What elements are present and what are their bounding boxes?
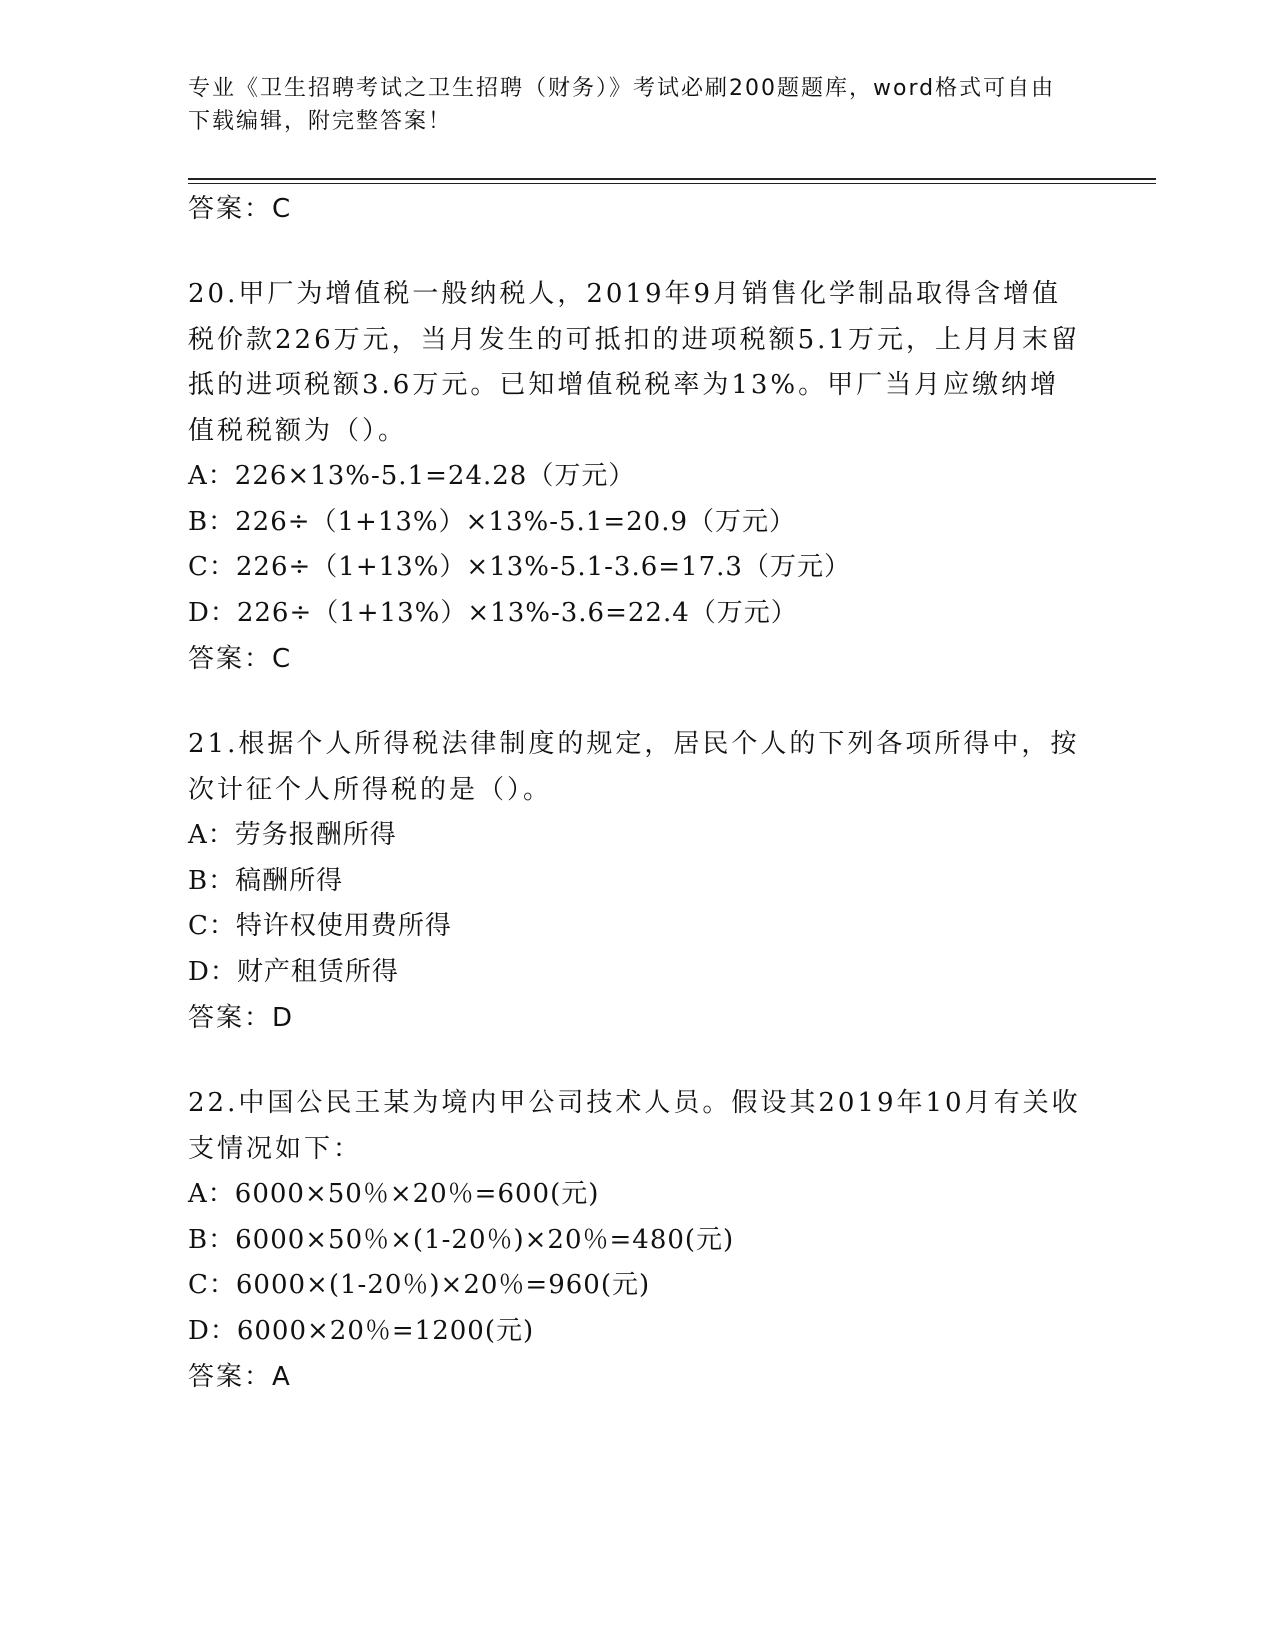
option-d: D：6000×20％=1200(元) bbox=[188, 1315, 535, 1346]
section-gap bbox=[188, 1041, 1088, 1081]
option-c: C：特许权使用费所得 bbox=[188, 911, 452, 941]
option-c: C：226÷（1+13%）×13%-5.1-3.6=17.3（万元） bbox=[188, 552, 851, 582]
question-block bbox=[188, 272, 1088, 682]
option-a: A：劳务报酬所得 bbox=[188, 820, 397, 850]
option-b: B：稿酬所得 bbox=[188, 865, 344, 896]
option-a: A：226×13%-5.1=24.28（万元） bbox=[188, 461, 636, 491]
section-gap bbox=[188, 682, 1088, 722]
option-d: D：财产租赁所得 bbox=[188, 956, 399, 987]
header-rule-thin bbox=[188, 183, 1156, 184]
section-gap bbox=[188, 232, 1088, 272]
answer-line: 答案：C bbox=[188, 644, 293, 674]
answer-line: 答案：A bbox=[188, 1362, 292, 1392]
content-area bbox=[188, 186, 1088, 1400]
answer-line: 答案：C bbox=[188, 194, 293, 224]
question-stem: 20.甲厂为增值税一般纳税人，2019年9月销售化学制品取得含增值税价款226万元，当月发生的可抵扣的进项税额5.1万元，上月月末留抵的进项税额3.6万元。已知增值税税率为13%。甲厂当月应缴纳增值税税额为（）。 bbox=[188, 279, 1080, 446]
answer-line: 答案：D bbox=[188, 1003, 295, 1033]
option-b: B：6000×50％×(1-20％)×20％=480(元) bbox=[188, 1224, 735, 1255]
question-stem: 21.根据个人所得税法律制度的规定，居民个人的下列各项所得中，按次计征个人所得税的是（）。 bbox=[188, 729, 1080, 805]
option-a: A：6000×50％×20％=600(元) bbox=[188, 1179, 600, 1209]
question-block bbox=[188, 1081, 1088, 1400]
header-rule-thick bbox=[188, 178, 1156, 180]
question-stem: 22.中国公民王某为境内甲公司技术人员。假设其2019年10月有关收支情况如下： bbox=[188, 1088, 1081, 1164]
question-block bbox=[188, 722, 1088, 1041]
option-b: B：226÷（1+13%）×13%-5.1=20.9（万元） bbox=[188, 506, 797, 537]
option-c: C：6000×(1-20％)×20％=960(元) bbox=[188, 1270, 651, 1300]
page-header: 专业《卫生招聘考试之卫生招聘（财务）》考试必刷200题题库，word格式可自由下载编辑，附完整答案！ bbox=[188, 76, 1056, 134]
option-d: D：226÷（1+13%）×13%-3.6=22.4（万元） bbox=[188, 597, 798, 628]
